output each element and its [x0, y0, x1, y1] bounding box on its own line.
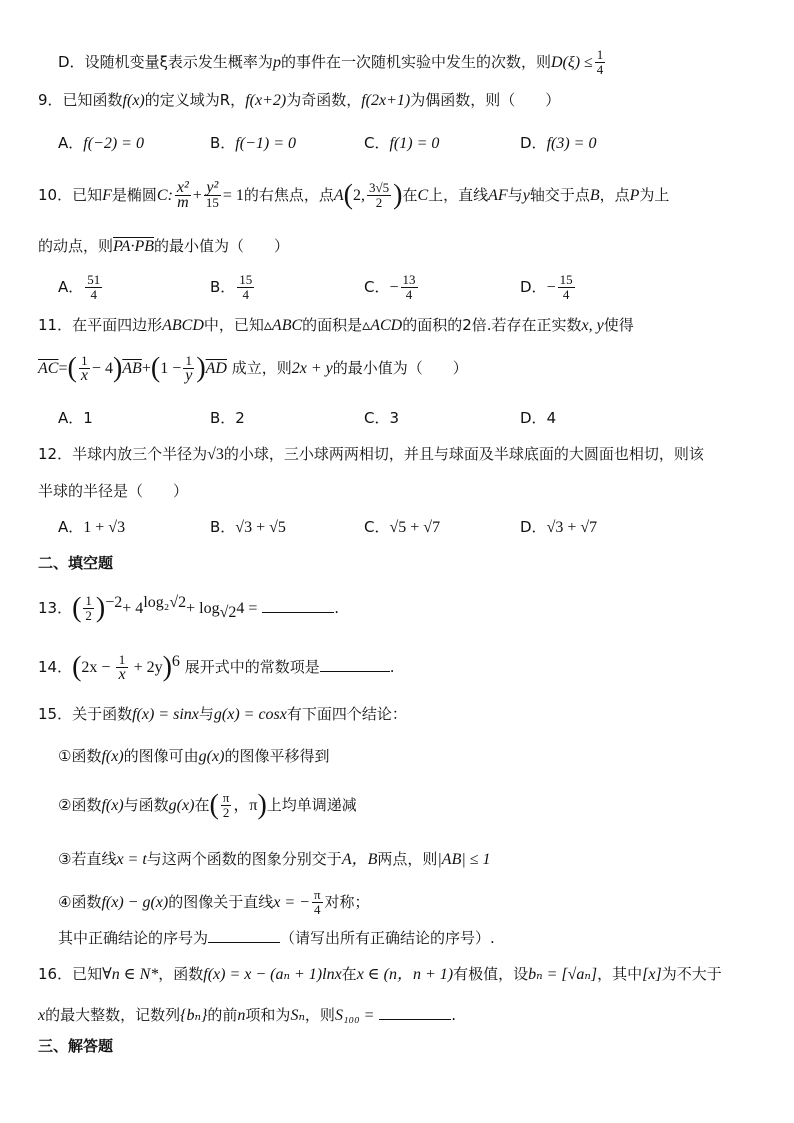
q11-option-b: B．2 — [210, 409, 245, 427]
q10-option-d: D．− $\frac{15}{4}$ — [520, 272, 573, 302]
q11-option-d: D．4 — [520, 409, 557, 427]
q9-option-d: D．f(3) = 0 — [520, 134, 597, 152]
q13-answer-blank[interactable] — [262, 612, 334, 613]
q10-stem-line2: 的动点，则PA·PB的最小值为（ ） — [38, 237, 290, 255]
q12-option-b: B．√3 + √5 — [210, 518, 286, 536]
q12-stem-line1: 12．半球内放三个半径为√3的小球，三小球两两相切，并且与球面及半球底面的大圆面也相切，则该 — [38, 445, 704, 463]
q13: 13．( $\frac{1}{2}$ )$^{-2}+ 4^{log_2√2}+ \log_{√2}4$ = . — [38, 592, 339, 624]
q10-option-a: A． $\frac{51}{4}$ — [58, 272, 101, 302]
section-heading-answers: 三、解答题 — [38, 1037, 114, 1055]
q11-option-a: A．1 — [58, 409, 93, 427]
q14: 14．(2x − $\frac{1}{x}$ + 2y)$^6$ 展开式中的常数项是 . — [38, 651, 395, 683]
q15-stem: 15．关于函数f(x) = sinx与g(x) = cosx有下面四个结论： — [38, 705, 407, 723]
q11-stem-line1: 11．在平面四边形ABCD中，已知▵ABC的面积是▵ACD的面积的2倍.若存在正实数x, y使得 — [38, 316, 634, 334]
q9-option-c: C．f(1) = 0 — [364, 134, 440, 152]
q12-option-a: A．1 + √3 — [58, 518, 126, 536]
q16-stem-line1: 16．已知∀n ∈ N*，函数f(x) = x − (aₙ + 1)lnx在x ∈ (n，n + 1)有极值，设bₙ = [√aₙ]，其中[x]为不大于 — [38, 965, 722, 983]
q12-option-c: C．√5 + √7 — [364, 518, 441, 536]
q10-option-b: B． $\frac{15}{4}$ — [210, 272, 253, 302]
q16-stem-line2: x的最大整数，记数列{bₙ}的前n项和为Sₙ，则S₁₀₀ = . — [38, 1006, 456, 1024]
q11-option-c: C．3 — [364, 409, 400, 427]
q15-conclusion-4: ④函数f(x) − g(x)的图像关于直线x = − $\frac{\pi}{4}$ 对称； — [58, 887, 370, 917]
q9-option-a: A．f(−2) = 0 — [58, 134, 144, 152]
q12-stem-line2: 半球的半径是（ ） — [38, 482, 189, 500]
q11-stem-line2: $\overline{AC}=$( $\frac{1}{x}$ − $4)\overline{AB}+(1$ − $\frac{1}{y}$ )$\overline{AD}$ 成立，则2x + y的最小值为（ ） — [38, 352, 468, 384]
q15-conclusion-3: ③若直线x = t与这两个函数的图象分别交于A，B两点，则|AB| ≤ 1 — [58, 850, 491, 868]
q9-stem: 9．已知函数f(x)的定义域为R，f(x+2)为奇函数，f(2x+1)为偶函数，则（ ） — [38, 91, 561, 109]
q15-conclusion-2: ②函数f(x)与函数g(x)在( $\frac{\pi}{2}$ ，π)上均单调递减 — [58, 789, 357, 821]
q16-answer-blank[interactable] — [379, 1019, 451, 1020]
q10-option-c: C．− $\frac{13}{4}$ — [364, 272, 416, 302]
q12-option-d: D．√3 + √7 — [520, 518, 598, 536]
q15-conclusion-1: ①函数f(x)的图像可由g(x)的图像平移得到 — [58, 747, 330, 765]
q9-option-b: B．f(−1) = 0 — [210, 134, 296, 152]
q15-tail: 其中正确结论的序号为 （请写出所有正确结论的序号）. — [58, 929, 495, 947]
section-heading-fill-in: 二、填空题 — [38, 554, 114, 572]
q15-answer-blank[interactable] — [208, 942, 280, 943]
q10-stem-line1: 10．已知F是椭圆C: $\frac{\text{x²}}{m}$ + $\frac{\text{y²}}{15}$ = 1的右焦点，点A(2, $\frac{3√5}{2}$ )在C上，直线AF与y轴交于点B，点P为上 — [38, 179, 670, 211]
q8-option-d: D．设随机变量ξ表示发生概率为p的事件在一次随机实验中发生的次数，则D(ξ) ≤ $\frac{1}{4}$ — [58, 47, 604, 77]
q14-answer-blank[interactable] — [320, 671, 390, 672]
